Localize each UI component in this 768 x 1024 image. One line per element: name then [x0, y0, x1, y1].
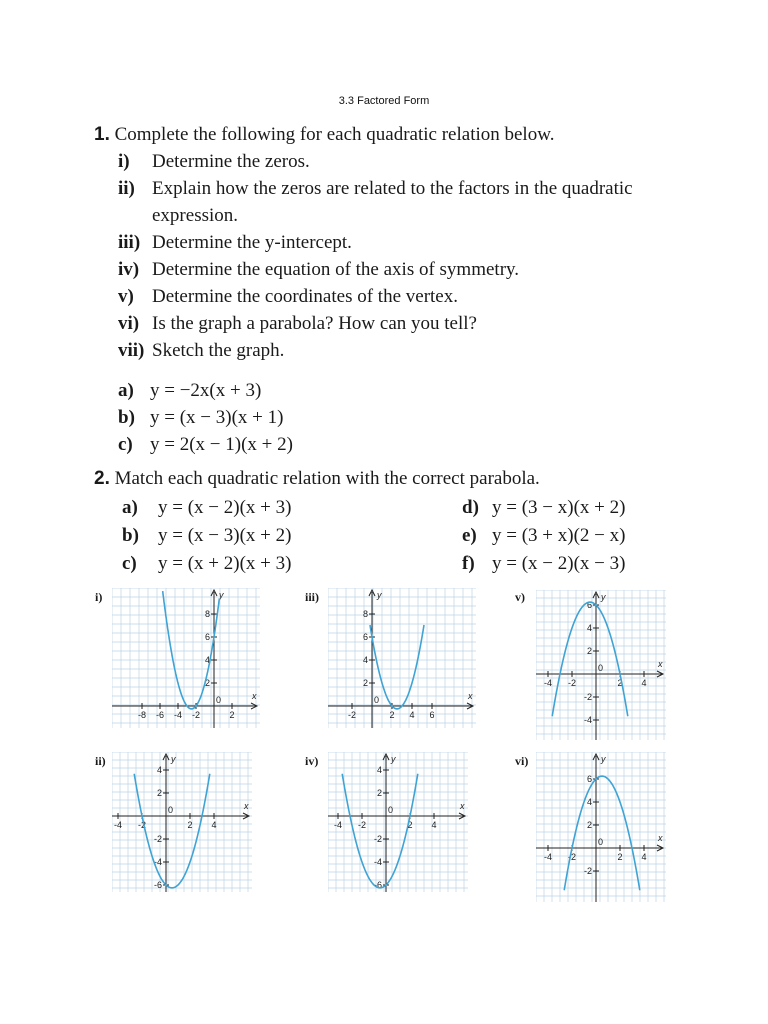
- equation-label: a): [118, 380, 134, 401]
- q1-equation-c: [118, 431, 293, 458]
- y-axis-label: y: [391, 754, 396, 764]
- q2-equation-a: [122, 494, 291, 521]
- x-tick-label: -2: [567, 852, 577, 862]
- y-tick-label: -6: [373, 880, 382, 890]
- y-tick-label: -4: [373, 857, 382, 867]
- y-axis-label: y: [219, 590, 224, 600]
- graph-label-iii: iii): [305, 590, 319, 604]
- y-tick-label: -4: [583, 715, 592, 725]
- grid: [536, 752, 666, 902]
- equation-label: c): [118, 434, 133, 455]
- x-tick-label: -2: [347, 710, 357, 720]
- x-tick-label: 2: [389, 710, 395, 720]
- grid: [328, 752, 468, 892]
- x-tick-label: -4: [173, 710, 183, 720]
- equation-label: d): [462, 497, 479, 518]
- q2-equation-d: [462, 494, 625, 521]
- equation-text: y = (x − 2)(x − 3): [492, 553, 626, 574]
- origin-label: 0: [598, 837, 604, 847]
- q1-item-vii: [118, 337, 284, 364]
- y-axis-label: y: [601, 592, 606, 602]
- y-tick-label: -2: [583, 692, 592, 702]
- equation-label: a): [122, 497, 138, 518]
- origin-label: 0: [374, 695, 380, 705]
- x-axis-label: x: [244, 801, 249, 811]
- equation-text: y = (x − 3)(x + 1): [150, 407, 284, 428]
- equation-label: c): [122, 553, 137, 574]
- item-label: v): [118, 286, 134, 307]
- equation-text: y = −2x(x + 3): [150, 380, 262, 401]
- x-tick-label: 2: [229, 710, 235, 720]
- item-text: Sketch the graph.: [152, 340, 285, 361]
- y-tick-label: 2: [156, 788, 162, 798]
- y-tick-label: -2: [373, 834, 382, 844]
- item-label: vii): [118, 340, 145, 361]
- equation-text: y = (x − 3)(x + 2): [158, 525, 292, 546]
- equation-text: y = 2(x − 1)(x + 2): [150, 434, 293, 455]
- x-axis-label: x: [468, 691, 473, 701]
- equation-text: y = (3 + x)(2 − x): [492, 525, 626, 546]
- item-text: Explain how the zeros are related to the factors in the quadratic: [152, 178, 633, 199]
- parabola-curve: [564, 776, 640, 890]
- q2-equation-f: [462, 550, 625, 577]
- q2-prompt-row: [94, 465, 540, 492]
- q1-equation-b: [118, 404, 283, 431]
- y-tick-label: 2: [204, 678, 210, 688]
- x-tick-label: 4: [431, 820, 437, 830]
- item-label: i): [118, 151, 130, 172]
- graph-label-v: v): [515, 590, 525, 604]
- origin-label: 0: [598, 663, 604, 673]
- y-tick-label: -2: [153, 834, 162, 844]
- parabola-graph-iv: [328, 752, 468, 892]
- q1-item-iii: [118, 229, 352, 256]
- x-tick-label: -4: [543, 678, 553, 688]
- q1-item-iv: [118, 256, 519, 283]
- graph-label-vi: vi): [515, 754, 529, 768]
- x-tick-label: -8: [137, 710, 147, 720]
- x-tick-label: 2: [187, 820, 193, 830]
- parabola-graph-v: [536, 590, 666, 740]
- q2-number: 2.: [94, 468, 110, 489]
- item-text: Determine the y-intercept.: [152, 232, 352, 253]
- y-tick-label: -6: [153, 880, 162, 890]
- graph-label-ii: ii): [95, 754, 106, 768]
- y-tick-label: 4: [376, 765, 382, 775]
- y-tick-label: 6: [586, 774, 592, 784]
- y-tick-label: -2: [583, 866, 592, 876]
- q1-item-ii-cont: [118, 202, 238, 229]
- x-tick-label: -6: [155, 710, 165, 720]
- x-tick-label: -4: [113, 820, 123, 830]
- grid: [112, 752, 252, 892]
- equation-label: e): [462, 525, 477, 546]
- x-tick-label: 4: [641, 678, 647, 688]
- x-tick-label: 4: [409, 710, 415, 720]
- item-text: Determine the coordinates of the vertex.: [152, 286, 458, 307]
- q1-equation-a: [118, 377, 261, 404]
- y-tick-label: 2: [362, 678, 368, 688]
- y-tick-label: 8: [204, 609, 210, 619]
- y-axis-label: y: [171, 754, 176, 764]
- y-tick-label: 8: [362, 609, 368, 619]
- item-text: Determine the equation of the axis of symmetry.: [152, 259, 520, 280]
- parabola-graph-ii: [112, 752, 252, 892]
- q2-equation-b: [122, 522, 291, 549]
- y-axis-label: y: [601, 754, 606, 764]
- y-tick-label: -4: [153, 857, 162, 867]
- x-tick-label: -4: [333, 820, 343, 830]
- x-axis-label: x: [460, 801, 465, 811]
- q1-prompt: Complete the following for each quadratic relation below.: [114, 124, 555, 145]
- x-tick-label: -2: [191, 710, 201, 720]
- y-tick-label: 4: [362, 655, 368, 665]
- graph-label-iv: iv): [305, 754, 319, 768]
- equation-label: b): [118, 407, 135, 428]
- equation-text: y = (x − 2)(x + 3): [158, 497, 292, 518]
- item-text: Is the graph a parabola? How can you tell?: [152, 313, 477, 334]
- item-label: vi): [118, 313, 140, 334]
- q1-item-ii: [118, 175, 633, 202]
- x-axis-label: x: [658, 659, 663, 669]
- y-tick-label: 2: [586, 646, 592, 656]
- equation-text: y = (x + 2)(x + 3): [158, 553, 292, 574]
- q1-item-i: [118, 148, 310, 175]
- x-tick-label: -2: [567, 678, 577, 688]
- parabola-graph-i: [112, 588, 260, 728]
- x-tick-label: -2: [357, 820, 367, 830]
- y-tick-label: 6: [362, 632, 368, 642]
- q1-item-v: [118, 283, 458, 310]
- q1-item-vi: [118, 310, 477, 337]
- y-tick-label: 2: [586, 820, 592, 830]
- y-axis-label: y: [377, 590, 382, 600]
- item-label: ii): [118, 178, 135, 199]
- grid: [112, 588, 260, 728]
- parabola-graph-iii: [328, 588, 476, 728]
- equation-text: y = (3 − x)(x + 2): [492, 497, 626, 518]
- item-label: iv): [118, 259, 140, 280]
- x-tick-label: 4: [211, 820, 217, 830]
- parabola-graph-vi: [536, 752, 666, 902]
- x-tick-label: -2: [137, 820, 147, 830]
- y-tick-label: 4: [204, 655, 210, 665]
- parabola-curve: [134, 774, 210, 888]
- item-label: iii): [118, 232, 141, 253]
- q2-equation-c: [122, 550, 291, 577]
- x-tick-label: 2: [407, 820, 413, 830]
- y-tick-label: 4: [586, 623, 592, 633]
- item-text: expression.: [152, 205, 239, 226]
- x-tick-label: 2: [617, 678, 623, 688]
- y-tick-label: 6: [586, 600, 592, 610]
- graph-label-i: i): [95, 590, 103, 604]
- q1-number: 1.: [94, 124, 110, 145]
- page-title: 3.3 Factored Form: [338, 95, 430, 107]
- y-tick-label: 4: [586, 797, 592, 807]
- x-tick-label: 2: [617, 852, 623, 862]
- x-axis-label: x: [658, 833, 663, 843]
- equation-label: b): [122, 525, 139, 546]
- q2-equation-e: [462, 522, 625, 549]
- y-tick-label: 2: [376, 788, 382, 798]
- y-tick-label: 6: [204, 632, 210, 642]
- equation-label: f): [462, 553, 475, 574]
- q2-prompt: Match each quadratic relation with the correct parabola.: [114, 468, 540, 489]
- y-tick-label: 4: [156, 765, 162, 775]
- x-tick-label: 6: [429, 710, 435, 720]
- origin-label: 0: [168, 805, 174, 815]
- q1-prompt-row: [94, 121, 554, 148]
- item-text: Determine the zeros.: [152, 151, 310, 172]
- x-tick-label: 4: [641, 852, 647, 862]
- x-axis-label: x: [252, 691, 257, 701]
- origin-label: 0: [216, 695, 222, 705]
- origin-label: 0: [388, 805, 394, 815]
- x-tick-label: -4: [543, 852, 553, 862]
